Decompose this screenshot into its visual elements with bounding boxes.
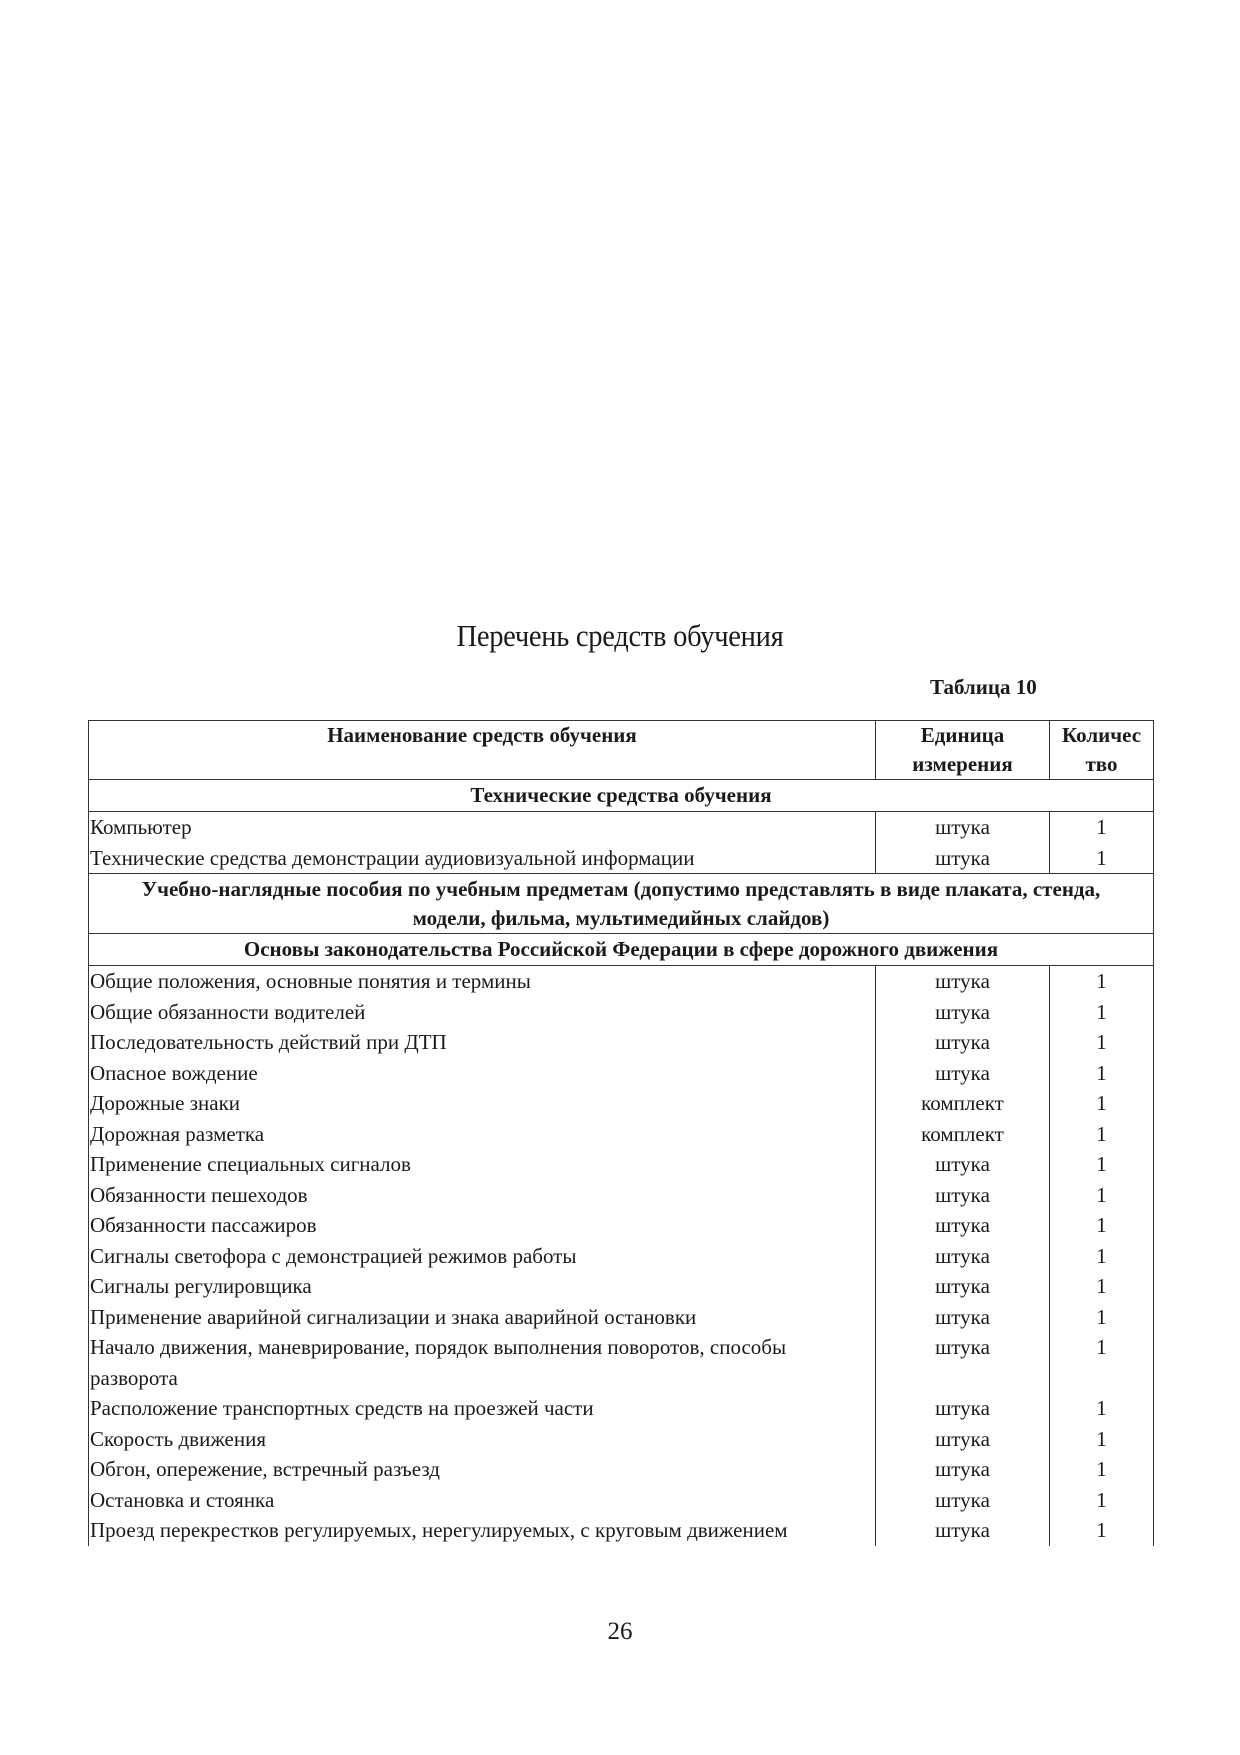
item-qty: 1 (1050, 1058, 1154, 1089)
header-qty (1050, 721, 1154, 780)
item-unit: штука (876, 997, 1050, 1028)
item-name: Сигналы регулировщика (89, 1271, 876, 1302)
table-row (89, 1485, 1154, 1516)
item-qty: 1 (1050, 1454, 1154, 1485)
item-qty: 1 (1050, 1027, 1154, 1058)
item-qty: 1 (1050, 1180, 1154, 1211)
item-name: Дорожные знаки (89, 1088, 876, 1119)
item-unit: комплект (876, 1119, 1050, 1150)
item-qty: 1 (1050, 1241, 1154, 1272)
item-unit: штука (876, 1241, 1050, 1272)
item-qty: 1 (1050, 1088, 1154, 1119)
item-name: Дорожная разметка (89, 1119, 876, 1150)
item-qty: 1 (1050, 1119, 1154, 1150)
table-row (89, 1271, 1154, 1302)
item-qty: 1 (1050, 1149, 1154, 1180)
section-row-technical (89, 780, 1154, 812)
table-row (89, 1302, 1154, 1333)
table-row (89, 1424, 1154, 1455)
item-unit: штука (876, 1180, 1050, 1211)
item-name: Обязанности пешеходов (89, 1180, 876, 1211)
header-unit-line2: измерения (912, 752, 1013, 776)
item-qty: 1 (1050, 843, 1154, 874)
table-row (89, 1393, 1154, 1424)
item-name: Сигналы светофора с демонстрацией режимов работы (89, 1241, 876, 1272)
table-row (89, 997, 1154, 1028)
item-name: Обгон, опережение, встречный разъезд (89, 1454, 876, 1485)
item-name: Применение аварийной сигнализации и знака аварийной остановки (89, 1302, 876, 1333)
item-unit: штука (876, 1302, 1050, 1333)
item-name: Технические средства демонстрации аудиовизуальной информации (89, 843, 876, 874)
section-title: Основы законодательства Российской Федерации в сфере дорожного движения (89, 934, 1154, 966)
table-row (89, 1027, 1154, 1058)
item-name: Обязанности пассажиров (89, 1210, 876, 1241)
table-row (89, 1119, 1154, 1150)
item-qty: 1 (1050, 1271, 1154, 1302)
item-qty: 1 (1050, 966, 1154, 997)
table-caption: Таблица 10 (930, 675, 1037, 699)
table-row (89, 966, 1154, 997)
item-qty: 1 (1050, 1424, 1154, 1455)
item-unit: штука (876, 1149, 1050, 1180)
item-name: Компьютер (89, 812, 876, 843)
item-unit: штука (876, 1515, 1050, 1546)
item-name: Расположение транспортных средств на проезжей части (89, 1393, 876, 1424)
section-title: Технические средства обучения (89, 780, 1154, 812)
table-row (89, 1058, 1154, 1089)
item-unit: штука (876, 1454, 1050, 1485)
item-name: Остановка и стоянка (89, 1485, 876, 1516)
item-unit: штука (876, 1210, 1050, 1241)
item-name: Применение специальных сигналов (89, 1149, 876, 1180)
item-qty: 1 (1050, 1332, 1154, 1393)
header-unit-line1: Единица (920, 723, 1005, 747)
header-qty-line2: тво (1085, 752, 1118, 776)
item-qty: 1 (1050, 812, 1154, 843)
header-name: Наименование средств обучения (89, 721, 876, 780)
section-row-visual-aids (89, 874, 1154, 934)
table-row (89, 1180, 1154, 1211)
item-qty: 1 (1050, 1485, 1154, 1516)
item-unit: штука (876, 1332, 1050, 1393)
table-row (89, 1454, 1154, 1485)
table-row (89, 1515, 1154, 1546)
table-header-row (89, 721, 1154, 780)
header-qty-line1: Количес (1061, 723, 1142, 747)
item-name: Проезд перекрестков регулируемых, нерегулируемых, с круговым движением (89, 1515, 876, 1546)
item-name: Общие обязанности водителей (89, 997, 876, 1028)
table-row (89, 1088, 1154, 1119)
table-row (89, 843, 1154, 874)
item-name: Общие положения, основные понятия и термины (89, 966, 876, 997)
item-unit: штука (876, 966, 1050, 997)
item-unit: штука (876, 1485, 1050, 1516)
item-unit: штука (876, 1424, 1050, 1455)
item-qty: 1 (1050, 1393, 1154, 1424)
item-qty: 1 (1050, 1302, 1154, 1333)
item-unit: комплект (876, 1088, 1050, 1119)
item-name: Начало движения, маневрирование, порядок выполнения поворотов, способы разворота (89, 1332, 876, 1393)
item-unit: штука (876, 1393, 1050, 1424)
item-unit: штука (876, 1058, 1050, 1089)
table-row (89, 812, 1154, 843)
section-row-law (89, 934, 1154, 966)
item-qty: 1 (1050, 997, 1154, 1028)
item-unit: штука (876, 1027, 1050, 1058)
page-title: Перечень средств обучения (456, 618, 784, 653)
table-row (89, 1241, 1154, 1272)
item-name: Опасное вождение (89, 1058, 876, 1089)
table-row (89, 1210, 1154, 1241)
item-qty: 1 (1050, 1515, 1154, 1546)
table-row (89, 1149, 1154, 1180)
header-unit (876, 721, 1050, 780)
item-name: Последовательность действий при ДТП (89, 1027, 876, 1058)
page-number: 26 (607, 1618, 633, 1645)
item-unit: штука (876, 812, 1050, 843)
item-qty: 1 (1050, 1210, 1154, 1241)
item-unit: штука (876, 843, 1050, 874)
item-unit: штука (876, 1271, 1050, 1302)
training-means-table (88, 720, 1154, 1546)
item-name: Скорость движения (89, 1424, 876, 1455)
table-row (89, 1332, 1154, 1393)
section-title: Учебно-наглядные пособия по учебным предметам (допустимо представлять в виде плаката, стенда, модели, фильма, мультимедийных слайдов) (89, 874, 1154, 934)
